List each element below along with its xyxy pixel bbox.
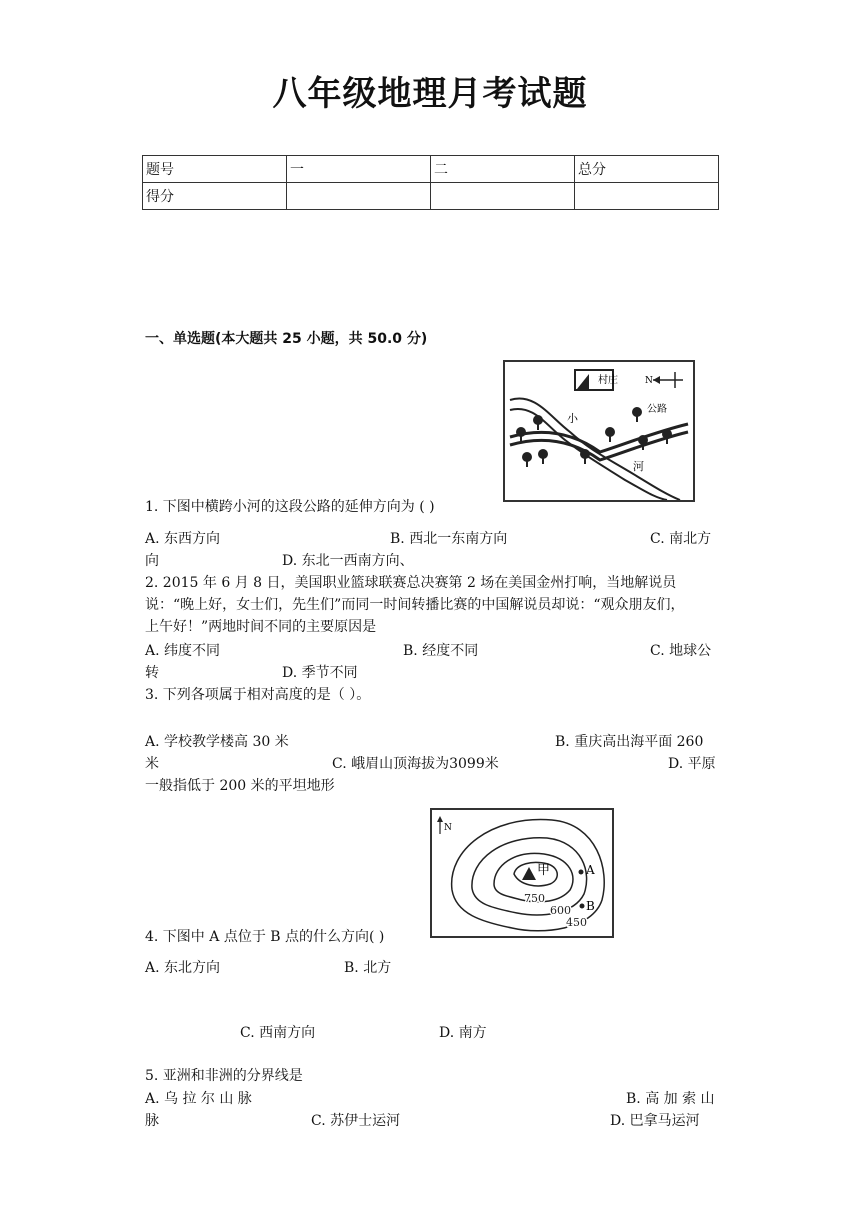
q4-option-c: C. 西南方向 [240,1025,316,1041]
road-label: 公路 [647,404,667,415]
q3-option-d-cont: 一般指低于 200 米的平坦地形 [145,778,335,794]
table-cell [575,183,719,210]
q2-option-c: C. 地球公 [650,643,712,659]
table-cell [287,183,431,210]
question-4-stem: 4. 下图中 A 点位于 B 点的什么方向( ) [145,929,385,945]
north-label: N [444,823,452,833]
q5-option-a: A. 乌 拉 尔 山 脉 [145,1091,252,1107]
river-label-2: 河 [633,460,644,473]
table-cell: 二 [431,156,575,183]
contour-peak [514,862,557,885]
question-2-stem: 2. 2015 年 6 月 8 日，美国职业篮球联赛总决赛第 2 场在美国金州打响，当地解说员 [145,575,677,591]
point-a-dot [579,870,584,875]
q5-option-d: D. 巴拿马运河 [610,1113,700,1129]
peak-label: 甲 [537,863,551,878]
q3-option-b-cont: 米 [145,756,159,772]
question-5-stem: 5. 亚洲和非洲的分界线是 [145,1068,303,1084]
question-2-stem: 上午好！”两地时间不同的主要原因是 [145,619,377,635]
q3-option-c: C. 峨眉山顶海拔为3099米 [332,756,499,772]
peak-triangle-icon [522,867,536,880]
q1-option-a: A. 东西方向 [145,531,221,547]
q3-option-d: D. 平原 [668,756,716,772]
q1-option-c: C. 南北方 [650,531,712,547]
q1-option-b: B. 西北一东南方向 [390,531,508,547]
q3-option-b: B. 重庆高出海平面 260 [555,734,704,750]
q4-option-b: B. 北方 [344,960,392,976]
table-cell: 得分 [143,183,287,210]
table-row [143,156,719,183]
question-2-stem: 说：“晚上好，女士们，先生们”而同一时间转播比赛的中国解说员却说：“观众朋友们， [145,597,685,613]
page-title: 八年级地理月考试题 [272,74,588,114]
q4-option-d: D. 南方 [439,1025,487,1041]
q5-option-b-cont: 脉 [145,1113,159,1129]
q5-option-b: B. 高 加 索 山 [626,1091,715,1107]
north-label: N [645,376,653,386]
q3-option-a: A. 学校教学楼高 30 米 [145,734,289,750]
q4-option-a: A. 东北方向 [145,960,221,976]
table-cell: 题号 [143,156,287,183]
q1-option-c-cont: 向 [145,553,159,569]
section-heading: 一、单选题(本大题共 25 小题，共 50.0 分) [145,331,428,347]
q2-option-a: A. 纬度不同 [145,643,221,659]
contour-label-450: 450 [566,916,587,929]
question-3-stem: 3. 下列各项属于相对高度的是（ ）。 [145,687,371,703]
table-cell: 总分 [575,156,719,183]
village-road-map [503,360,695,502]
village-label: 村庄 [598,375,618,386]
contour-map [430,808,614,938]
river-label-1: 小 [567,412,578,425]
village-roof [577,374,589,389]
point-a-label: A [586,863,595,877]
q2-option-d: D. 季节不同 [282,665,358,681]
q2-option-b: B. 经度不同 [403,643,479,659]
point-b-dot [580,904,585,909]
score-table [142,155,719,210]
q1-option-d: D. 东北一西南方向、 [282,553,414,569]
road-line [510,432,688,460]
q5-option-c: C. 苏伊士运河 [311,1113,401,1129]
point-b-label: B [586,899,595,913]
table-cell [431,183,575,210]
q2-option-c-cont: 转 [145,665,159,681]
contour-label-750: 750 [524,892,545,905]
contour-label-600: 600 [550,904,571,917]
question-1-stem: 1. 下图中横跨小河的这段公路的延伸方向为 ( ) [145,499,435,515]
table-row [143,183,719,210]
table-cell: 一 [287,156,431,183]
